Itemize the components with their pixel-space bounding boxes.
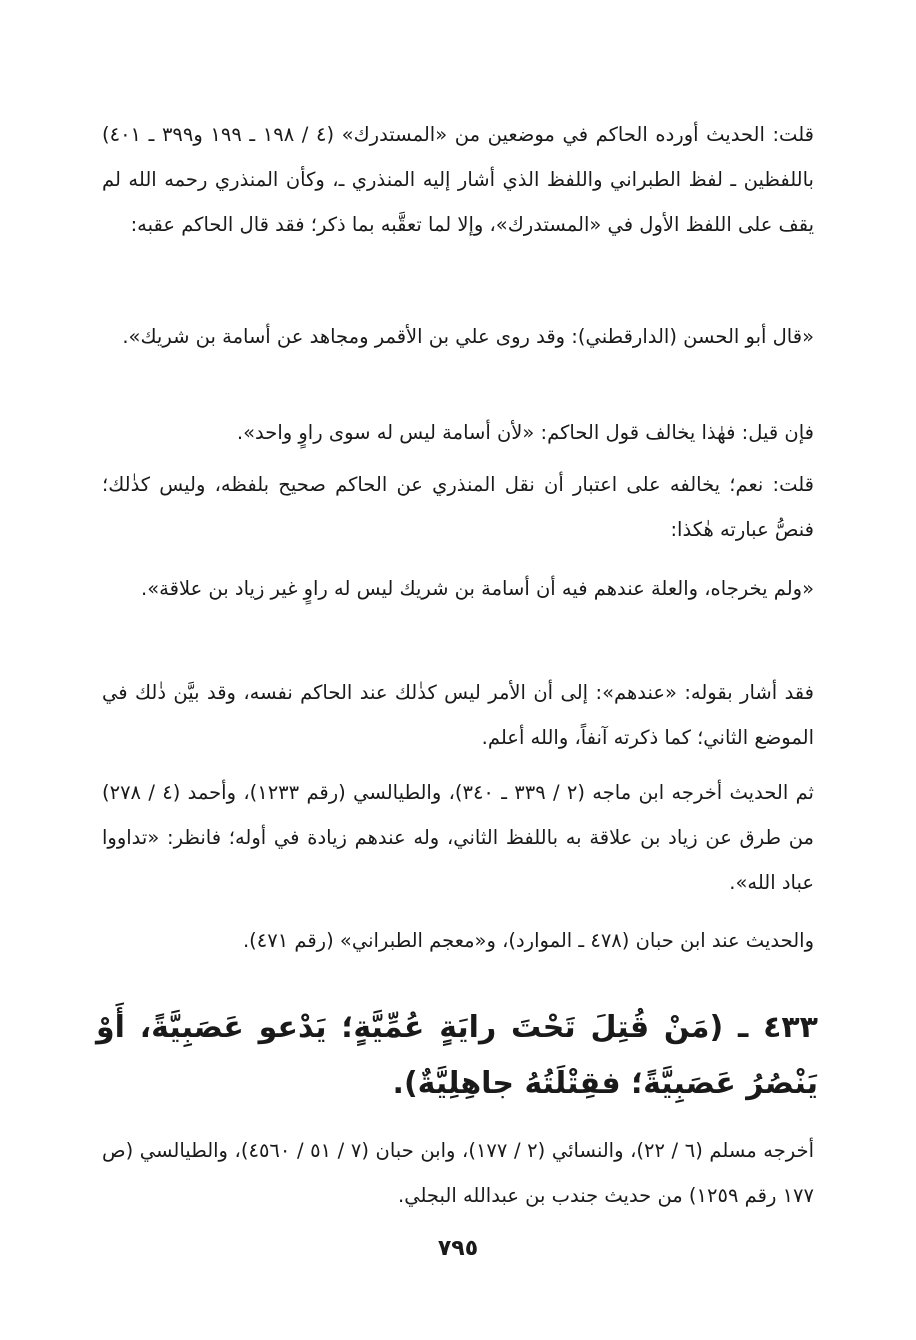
paragraph-hadith-takhrij: أخرجه مسلم (٦ / ٢٢)، والنسائي (٢ / ١٧٧)، وابن حبان (٧ / ٥١ / ٤٥٦٠)، والطيالسي (ص ١٧٧ رقم ١٢٥٩) من حديث جندب بن عبدالله البجلي. (102, 1139, 815, 1207)
hadith-heading: ٤٣٣ ـ (مَنْ قُتِلَ تَحْتَ رايَةٍ عُمِّيَّةٍ؛ يَدْعو عَصَبِيَّةً، أَوْ يَنْصُرُ عَصَبِيَّةً؛ فقِتْلَتُهُ جاهِلِيَّةٌ). (96, 1010, 818, 1101)
paragraph-reply: قلت: نعم؛ يخالفه على اعتبار أن نقل المنذري عن الحاكم صحيح بلفظه، وليس كذٰلك؛ فنصُّ عبارته هٰكذا: (102, 473, 814, 541)
paragraph-quote-hakim: «ولم يخرجاه، والعلة عندهم فيه أن أسامة بن شريك ليس له راوٍ غير زياد بن علاقة». (141, 577, 814, 600)
paragraph-takhrij-ibn-majah: ثم الحديث أخرجه ابن ماجه (٢ / ٣٣٩ ـ ٣٤٠)، والطيالسي (رقم ١٢٣٣)، وأحمد (٤ / ٢٧٨) من طرق عن زياد بن علاقة به باللفظ الثاني، وله عندهم زيادة في أوله؛ فانظر: «تداووا عباد الله». (102, 781, 814, 894)
paragraph-ibn-hibban: والحديث عند ابن حبان (٤٧٨ ـ الموارد)، و«معجم الطبراني» (رقم ٤٧١). (242, 929, 814, 952)
paragraph-commentary-1: قلت: الحديث أورده الحاكم في موضعين من «المستدرك» (٤ / ١٩٨ ـ ١٩٩ و٣٩٩ ـ ٤٠١) باللفظين ـ لفظ الطبراني واللفظ الذي أشار إليه المنذري ـ، وكأن المنذري رحمه الله لم يقف على اللفظ الأول في «المستدرك»، وإلا لما تعقَّبه بما ذكر؛ فقد قال الحاكم عقبه: (102, 123, 814, 236)
paragraph-clarification: فقد أشار بقوله: «عندهم»: إلى أن الأمر ليس كذٰلك عند الحاكم نفسه، وقد بيَّن ذٰلك في الموضع الثاني؛ كما ذكرته آنفاً، والله أعلم. (102, 681, 814, 749)
page-number: ٧٩٥ (437, 1236, 479, 1261)
paragraph-objection: فإن قيل: فهٰذا يخالف قول الحاكم: «لأن أسامة ليس له سوى راوٍ واحد». (236, 421, 814, 444)
paragraph-quote-daraqutni: «قال أبو الحسن (الدارقطني): وقد روى علي بن الأقمر ومجاهد عن أسامة بن شريك». (122, 325, 814, 348)
